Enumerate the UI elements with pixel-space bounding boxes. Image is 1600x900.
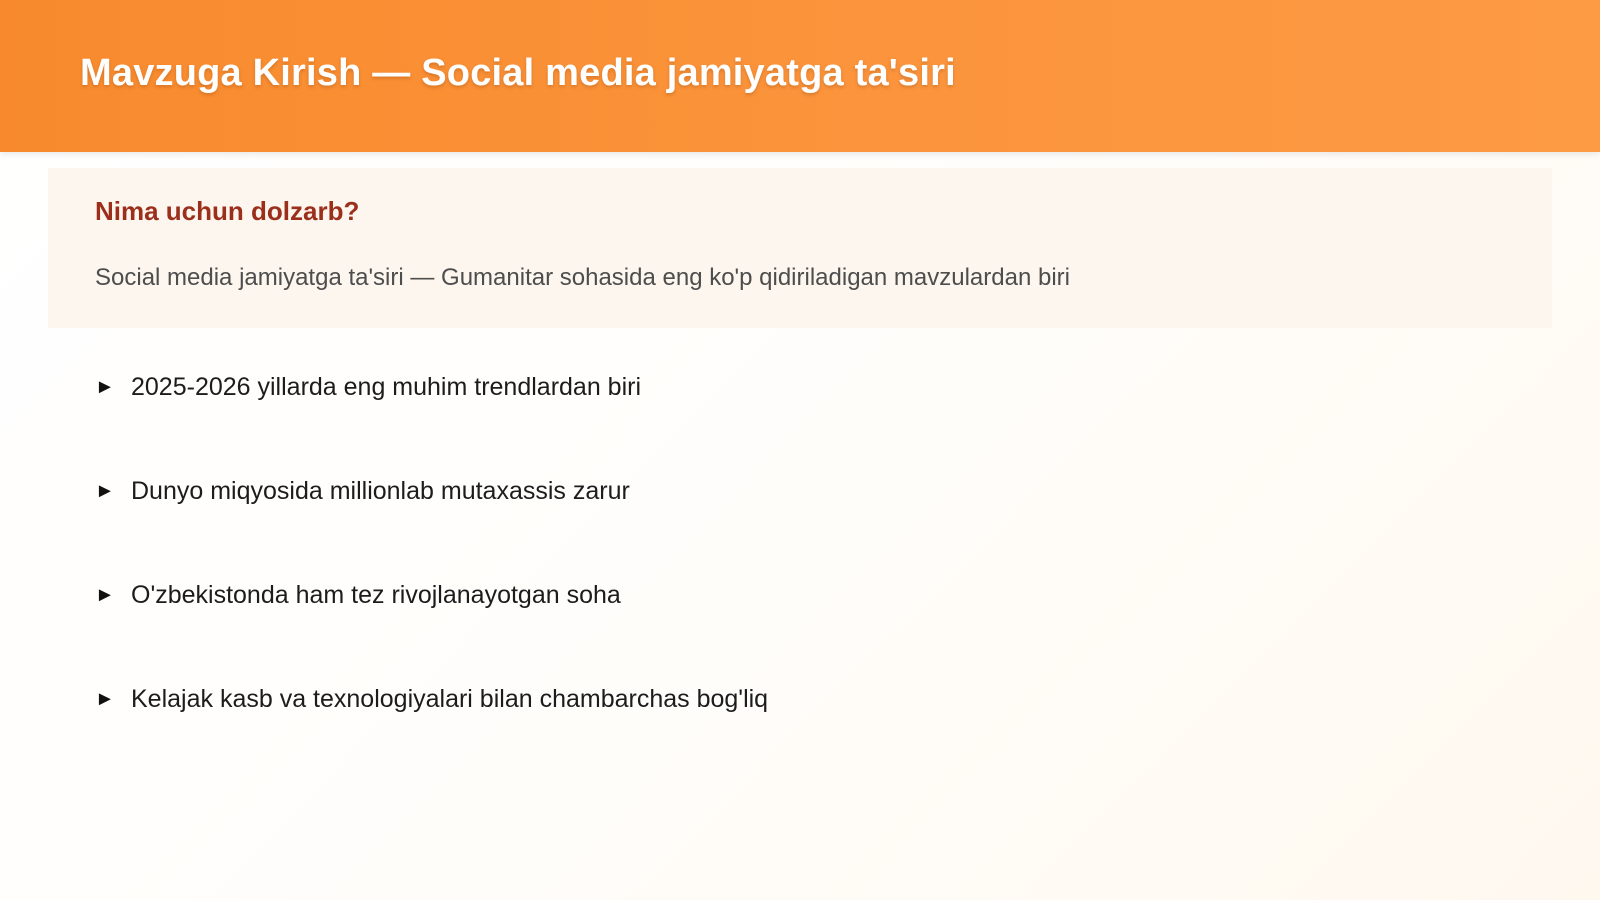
bullet-text: Kelajak kasb va texnologiyalari bilan chambarchas bog'liq: [131, 685, 769, 713]
intro-callout: [48, 168, 1552, 328]
slide-title: Mavzuga Kirish — Social media jamiyatga ta'siri: [80, 52, 956, 94]
bullet-text: 2025-2026 yillarda eng muhim trendlardan biri: [131, 373, 642, 401]
play-triangle-icon: ►: [95, 584, 115, 606]
callout-title: Nima uchun dolzarb?: [95, 196, 360, 226]
callout-text: Social media jamiyatga ta'siri — Gumanitar sohasida eng ko'p qidiriladigan mavzulardan biri: [95, 264, 1070, 291]
bullet-item: [95, 476, 768, 580]
play-triangle-icon: ►: [95, 376, 115, 398]
bullet-text: O'zbekistonda ham tez rivojlanayotgan soha: [131, 581, 621, 609]
bullet-item: [95, 580, 768, 684]
play-triangle-icon: ►: [95, 480, 115, 502]
play-triangle-icon: ►: [95, 688, 115, 710]
bullet-list: [95, 372, 768, 788]
bullet-item: [95, 372, 768, 476]
bullet-text: Dunyo miqyosida millionlab mutaxassis zarur: [131, 477, 630, 505]
bullet-item: [95, 684, 768, 788]
slide-header: [0, 0, 1600, 152]
